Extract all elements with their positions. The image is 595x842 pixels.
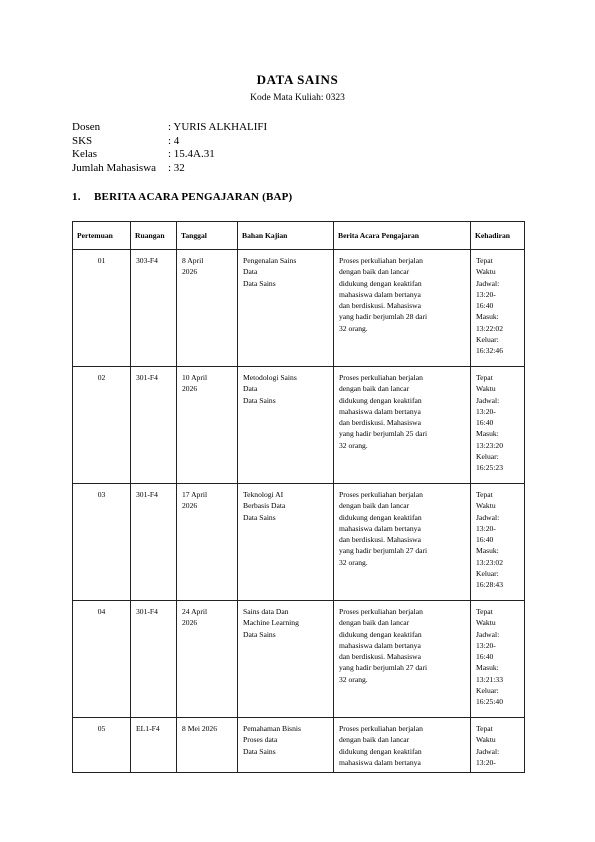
cell-kehadiran-line: 16:25:23: [476, 463, 504, 473]
cell-berita-acara-line: dengan baik dan lancar: [339, 618, 410, 628]
cell-berita-acara-line: didukung dengan keaktifan: [339, 395, 422, 405]
info-label: Jumlah Mahasiswa: [72, 161, 157, 174]
cell-kehadiran-line: Jadwal:: [476, 395, 500, 405]
cell-bahan-kajian: [238, 484, 334, 601]
cell-bahan-kajian-line: Data Sains: [243, 746, 276, 756]
cell-kehadiran-line: 16:32:46: [476, 346, 504, 356]
cell-kehadiran: [471, 718, 525, 773]
cell-kehadiran-line: Keluar:: [476, 452, 499, 462]
info-label: SKS: [72, 134, 93, 147]
cell-ruangan: 301-F4: [131, 367, 177, 484]
info-value: : 32: [168, 161, 185, 174]
cell-berita-acara-line: mahasiswa dalam bertanya: [339, 289, 421, 299]
cell-kehadiran-line: Tepat: [476, 607, 493, 616]
cell-pertemuan: 05: [73, 718, 131, 773]
section-title: BERITA ACARA PENGAJARAN (BAP): [94, 191, 293, 203]
info-row-sks: [72, 135, 267, 149]
cell-kehadiran-line: 13:23:02: [476, 557, 504, 567]
cell-berita-acara-line: didukung dengan keaktifan: [339, 629, 422, 639]
info-row-dosen: [72, 121, 267, 135]
cell-bahan-kajian: [238, 718, 334, 773]
cell-kehadiran-line: 13:20-: [476, 523, 496, 533]
cell-bahan-kajian-line: Pengenalan Sains: [243, 256, 297, 265]
cell-kehadiran: [471, 367, 525, 484]
cell-bahan-kajian-line: Data: [243, 267, 258, 277]
cell-berita-acara-line: yang hadir berjumlah 28 dari: [339, 312, 428, 322]
cell-berita-acara-line: 32 orang.: [339, 674, 368, 684]
cell-tanggal-line: 10 April: [182, 373, 208, 382]
cell-bahan-kajian: [238, 250, 334, 367]
cell-tanggal-line: 8 April: [182, 256, 204, 265]
cell-kehadiran-line: 13:22:02: [476, 323, 504, 333]
cell-kehadiran-line: Waktu: [476, 501, 496, 511]
cell-berita-acara-line: didukung dengan keaktifan: [339, 278, 422, 288]
cell-kehadiran-line: Waktu: [476, 267, 496, 277]
cell-tanggal: [177, 367, 238, 484]
cell-kehadiran-line: Tepat: [476, 724, 493, 733]
cell-tanggal-line: 2026: [182, 267, 198, 277]
cell-berita-acara-line: dan berdiskusi. Mahasiswa: [339, 535, 422, 545]
cell-berita-acara-line: yang hadir berjumlah 27 dari: [339, 546, 428, 556]
cell-kehadiran-line: 13:20-: [476, 406, 496, 416]
cell-kehadiran-line: Masuk:: [476, 546, 499, 556]
cell-bahan-kajian-line: Machine Learning: [243, 618, 299, 628]
cell-kehadiran-line: Jadwal:: [476, 278, 500, 288]
cell-bahan-kajian-line: Data Sains: [243, 395, 276, 405]
cell-berita-acara-line: mahasiswa dalam bertanya: [339, 523, 421, 533]
section-heading: [72, 191, 292, 203]
cell-kehadiran-line: 13:20-: [476, 289, 496, 299]
cell-berita-acara-line: yang hadir berjumlah 27 dari: [339, 663, 428, 673]
cell-kehadiran-line: 13:21:33: [476, 674, 504, 684]
cell-tanggal: [177, 601, 238, 718]
document-title: DATA SAINS: [256, 72, 339, 87]
header-berita-acara: Berita Acara Pengajaran: [334, 222, 471, 250]
cell-tanggal-line: 24 April: [182, 607, 208, 616]
cell-kehadiran-line: Masuk:: [476, 663, 499, 673]
cell-berita-acara-line: 32 orang.: [339, 440, 368, 450]
cell-pertemuan: 02: [73, 367, 131, 484]
cell-kehadiran-line: Waktu: [476, 618, 496, 628]
cell-kehadiran: [471, 601, 525, 718]
header-ruangan: Ruangan: [131, 222, 177, 250]
cell-berita-acara-line: dengan baik dan lancar: [339, 267, 410, 277]
cell-kehadiran-line: Masuk:: [476, 429, 499, 439]
cell-berita-acara-line: dengan baik dan lancar: [339, 384, 410, 394]
info-row-kelas: [72, 148, 267, 162]
cell-kehadiran-line: 16:40: [476, 418, 494, 428]
cell-berita-acara-line: dan berdiskusi. Mahasiswa: [339, 652, 422, 662]
cell-ruangan: EL1-F4: [131, 718, 177, 773]
cell-berita-acara-line: dengan baik dan lancar: [339, 735, 410, 745]
cell-kehadiran-line: Tepat: [476, 373, 493, 382]
cell-pertemuan: 01: [73, 250, 131, 367]
cell-berita-acara-line: mahasiswa dalam bertanya: [339, 406, 421, 416]
cell-kehadiran-line: 13:20-: [476, 757, 496, 767]
cell-bahan-kajian-line: Data Sains: [243, 278, 276, 288]
cell-bahan-kajian-line: Teknologi AI: [243, 490, 284, 499]
cell-berita-acara-line: didukung dengan keaktifan: [339, 512, 422, 522]
cell-kehadiran-line: 13:20-: [476, 640, 496, 650]
cell-kehadiran-line: 16:40: [476, 535, 494, 545]
cell-tanggal: [177, 718, 238, 773]
course-code: Kode Mata Kuliah: 0323: [250, 93, 345, 103]
info-row-jumlah-mahasiswa: [72, 162, 267, 176]
table-row: [73, 250, 525, 367]
cell-bahan-kajian: [238, 367, 334, 484]
cell-kehadiran-line: 16:25:40: [476, 697, 504, 707]
cell-kehadiran-line: Keluar:: [476, 569, 499, 579]
cell-berita-acara: [334, 367, 471, 484]
cell-bahan-kajian: [238, 601, 334, 718]
cell-kehadiran-line: Jadwal:: [476, 746, 500, 756]
cell-bahan-kajian-line: Metodologi Sains: [243, 373, 297, 382]
cell-kehadiran-line: Waktu: [476, 735, 496, 745]
table-row: [73, 718, 525, 773]
cell-kehadiran-line: Masuk:: [476, 312, 499, 322]
cell-kehadiran-line: Jadwal:: [476, 512, 500, 522]
cell-kehadiran-line: Keluar:: [476, 686, 499, 696]
cell-kehadiran: [471, 250, 525, 367]
cell-berita-acara-line: 32 orang.: [339, 557, 368, 567]
header-bahan-kajian: Bahan Kajian: [238, 222, 334, 250]
cell-kehadiran-line: Tepat: [476, 490, 493, 499]
cell-bahan-kajian-line: Data Sains: [243, 629, 276, 639]
cell-kehadiran-line: Waktu: [476, 384, 496, 394]
cell-bahan-kajian-line: Berbasis Data: [243, 501, 286, 511]
table-header-row: [73, 222, 525, 250]
cell-pertemuan: 03: [73, 484, 131, 601]
cell-berita-acara-line: 32 orang.: [339, 323, 368, 333]
info-value: : 4: [168, 134, 180, 147]
cell-berita-acara-line: dengan baik dan lancar: [339, 501, 410, 511]
cell-kehadiran-line: 16:40: [476, 301, 494, 311]
cell-berita-acara-line: dan berdiskusi. Mahasiswa: [339, 301, 422, 311]
cell-bahan-kajian-line: Proses data: [243, 735, 278, 745]
cell-ruangan: 301-F4: [131, 484, 177, 601]
cell-berita-acara-line: Proses perkuliahan berjalan: [339, 256, 423, 265]
cell-berita-acara: [334, 601, 471, 718]
cell-kehadiran: [471, 484, 525, 601]
header-tanggal: Tanggal: [177, 222, 238, 250]
cell-kehadiran-line: 13:23:20: [476, 440, 504, 450]
cell-bahan-kajian-line: Sains data Dan: [243, 607, 289, 616]
course-info: [72, 121, 267, 175]
section-number: 1.: [72, 191, 81, 203]
cell-tanggal-line: 17 April: [182, 490, 208, 499]
cell-berita-acara-line: yang hadir berjumlah 25 dari: [339, 429, 428, 439]
cell-tanggal-line: 8 Mei 2026: [182, 724, 218, 733]
table-row: [73, 601, 525, 718]
cell-berita-acara-line: mahasiswa dalam bertanya: [339, 640, 421, 650]
cell-bahan-kajian-line: Pemahaman Bisnis: [243, 724, 302, 733]
info-label: Dosen: [72, 121, 101, 133]
cell-berita-acara-line: Proses perkuliahan berjalan: [339, 490, 423, 499]
cell-berita-acara-line: mahasiswa dalam bertanya: [339, 757, 421, 767]
info-label: Kelas: [72, 148, 98, 160]
header-pertemuan: Pertemuan: [73, 222, 131, 250]
table-row: [73, 367, 525, 484]
cell-berita-acara-line: Proses perkuliahan berjalan: [339, 373, 423, 382]
cell-tanggal-line: 2026: [182, 618, 198, 628]
cell-berita-acara-line: dan berdiskusi. Mahasiswa: [339, 418, 422, 428]
cell-tanggal-line: 2026: [182, 384, 198, 394]
info-value: : YURIS ALKHALIFI: [168, 121, 268, 133]
cell-berita-acara: [334, 250, 471, 367]
cell-kehadiran-line: Keluar:: [476, 335, 499, 345]
cell-tanggal: [177, 250, 238, 367]
cell-ruangan: 303-F4: [131, 250, 177, 367]
cell-berita-acara-line: Proses perkuliahan berjalan: [339, 724, 423, 733]
cell-bahan-kajian-line: Data Sains: [243, 512, 276, 522]
cell-berita-acara: [334, 484, 471, 601]
cell-tanggal-line: 2026: [182, 501, 198, 511]
cell-tanggal: [177, 484, 238, 601]
cell-bahan-kajian-line: Data: [243, 384, 258, 394]
cell-berita-acara: [334, 718, 471, 773]
cell-kehadiran-line: 16:28:43: [476, 580, 504, 590]
table-row: [73, 484, 525, 601]
cell-pertemuan: 04: [73, 601, 131, 718]
info-value: : 15.4A.31: [168, 148, 215, 160]
cell-kehadiran-line: 16:40: [476, 652, 494, 662]
cell-kehadiran-line: Tepat: [476, 256, 493, 265]
bap-table: [72, 221, 525, 773]
cell-kehadiran-line: Jadwal:: [476, 629, 500, 639]
header-kehadiran: Kehadiran: [471, 222, 525, 250]
cell-berita-acara-line: Proses perkuliahan berjalan: [339, 607, 423, 616]
cell-ruangan: 301-F4: [131, 601, 177, 718]
cell-berita-acara-line: didukung dengan keaktifan: [339, 746, 422, 756]
